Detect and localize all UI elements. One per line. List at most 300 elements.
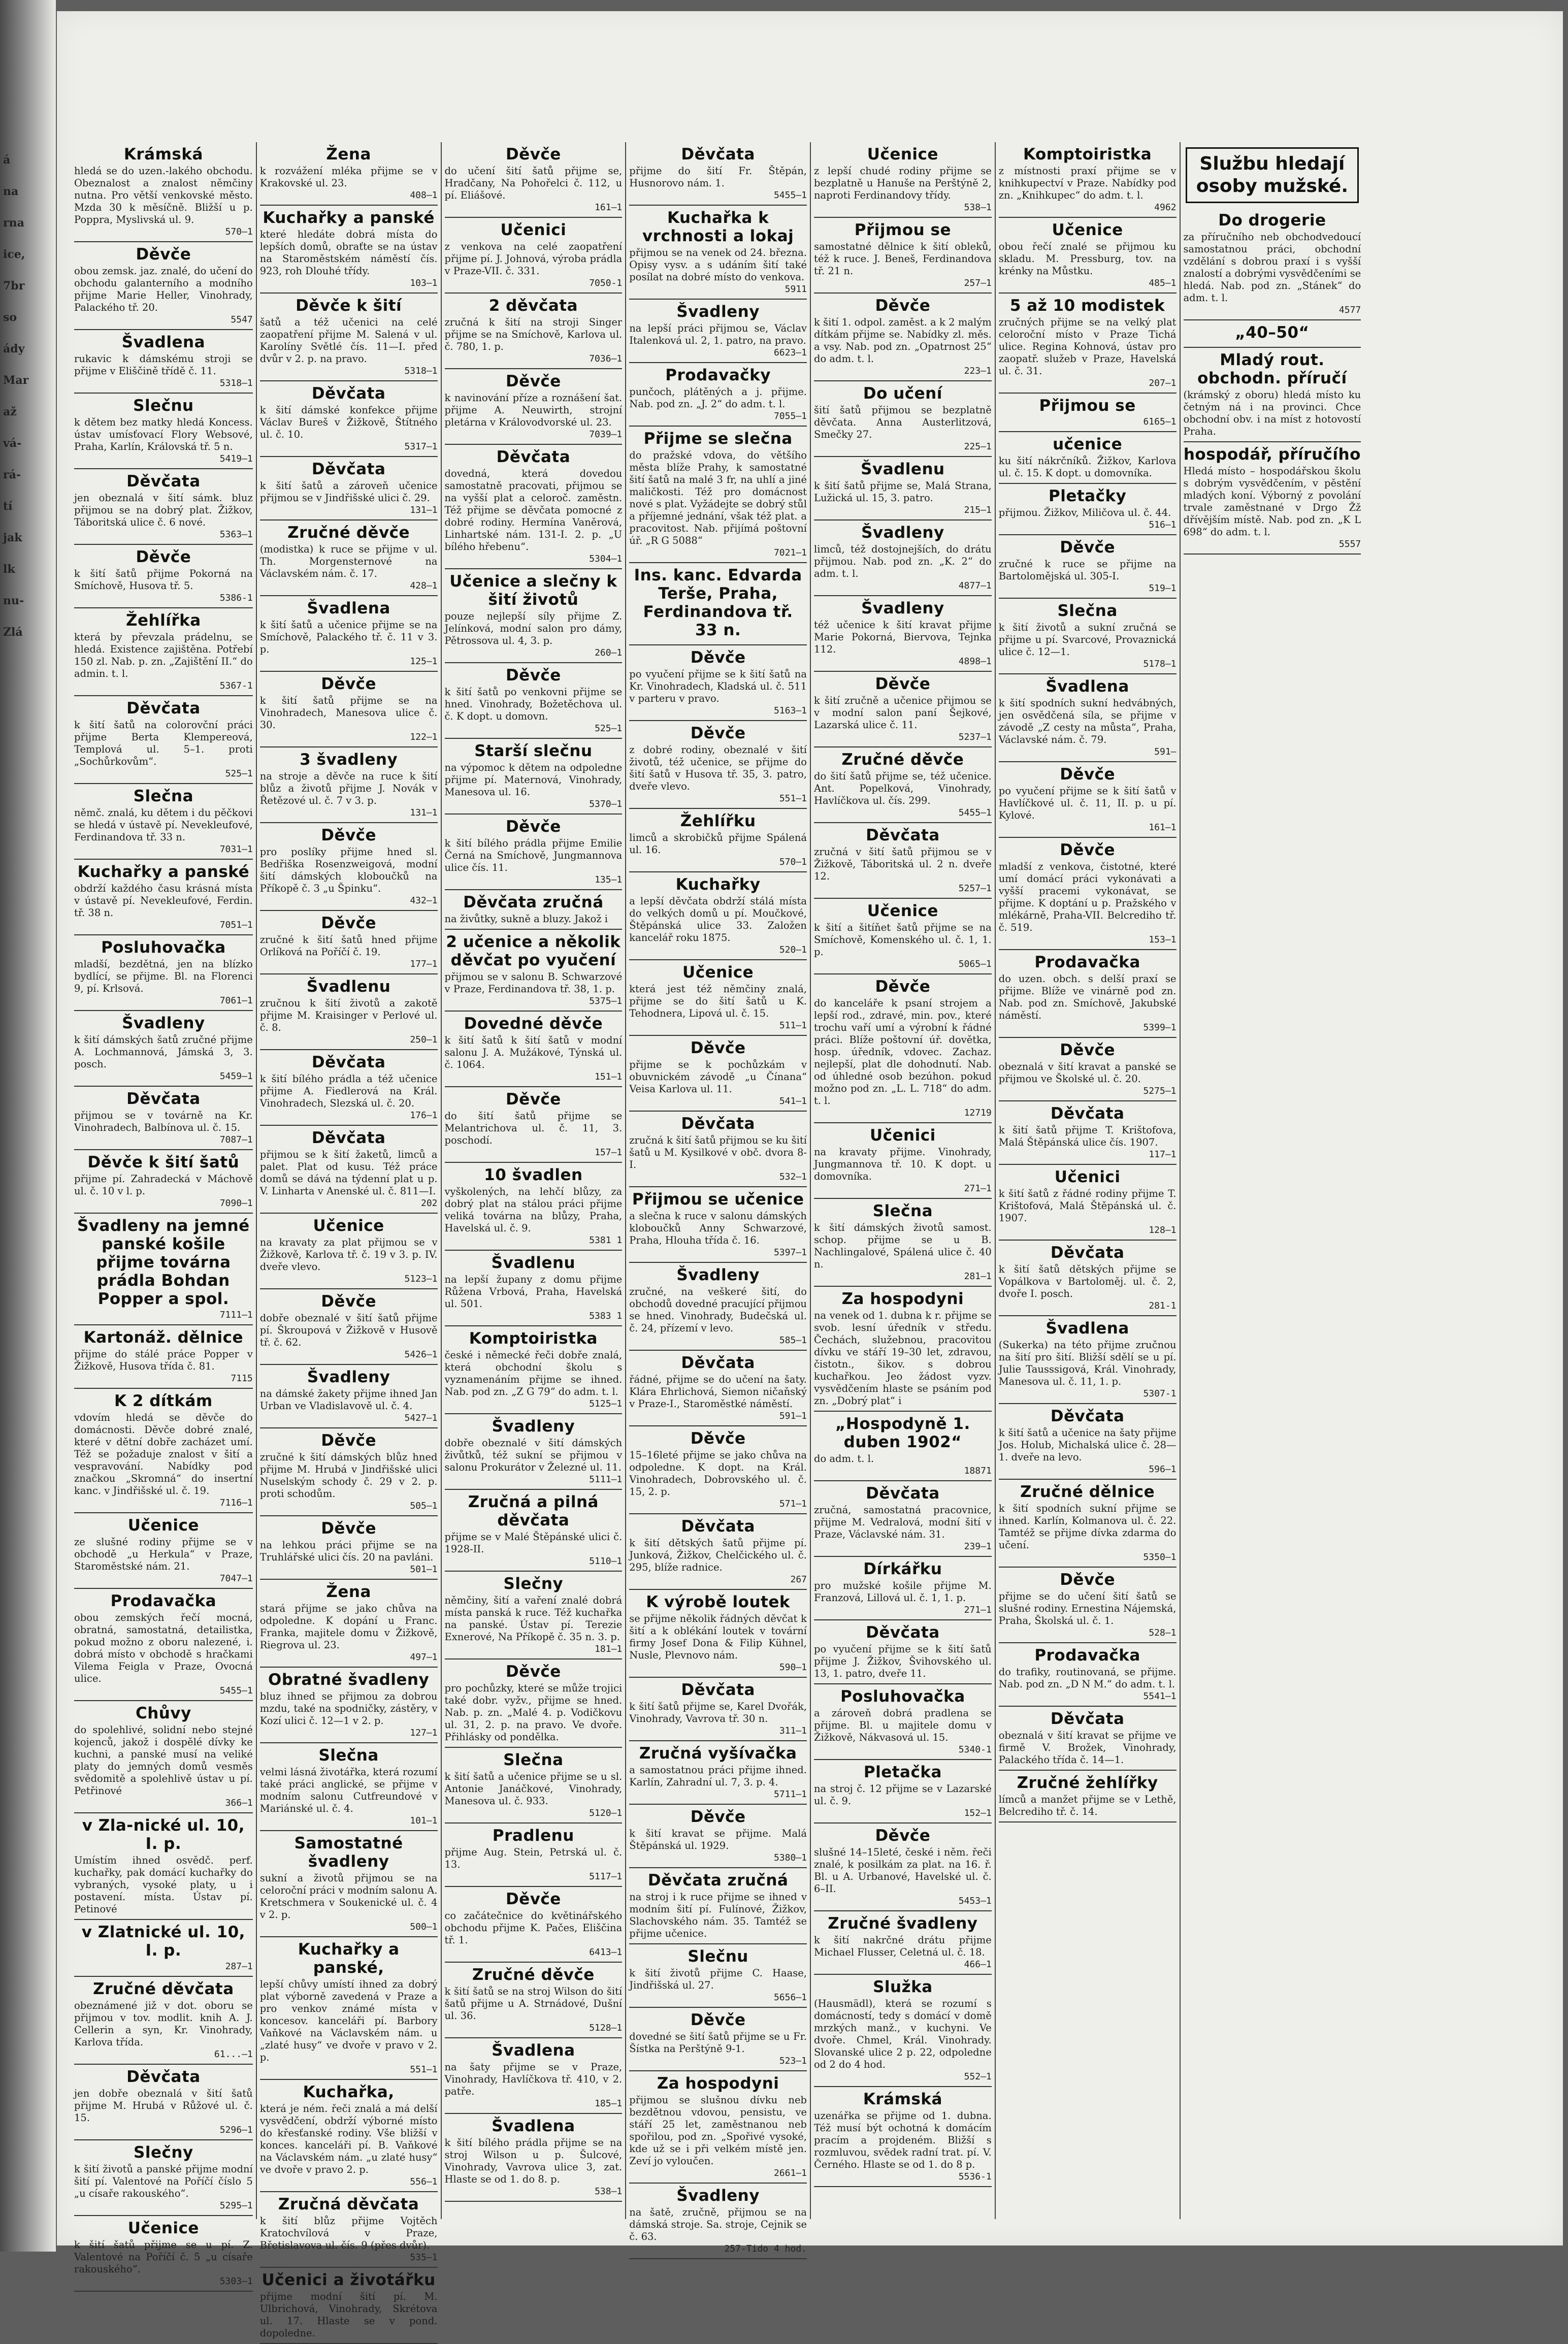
classified-ad	[445, 1824, 623, 1887]
ad-text: na výpomoc k dětem na odpoledne přijme pí. Maternová, Vinohrady, Manesova ul. 16.	[444, 762, 623, 798]
ad-text: též učenice k šití kravat přijme Marie Pokorná, Biervova, Tejnka 112.	[814, 619, 992, 655]
classified-ad	[445, 1414, 623, 1490]
ad-text: do kanceláře k psaní strojem a lepší rod., zdravé, min. pov., které trochu vaří umí a výrobní k řádné práci. Blíže poštovní úř. dovětka, hosp. úředník, vdovec. Zachaz. nejlepší, plat dle dohodnutí. Nab. od úhledné osob bezúhon. pokud možno pod zn. „L. L. 718“ do adm. t. l.	[814, 997, 992, 1106]
ad-reference-number: 5303—1	[219, 2276, 253, 2287]
ad-reference-number: 408—1	[410, 190, 438, 201]
ad-text: do pražské vdova, do většího města blíže Prahy, k samostatné šití šatů na malé 3 fr, na uhlí a jiné maličkosti. Též pro domácnost nové s plat. Vyžádejte se dobrý stůl a příjemné jednání, však též plat. a pracovitost. Nab. přijímá poštovní úř. „R G 5088“	[629, 449, 807, 546]
ad-text: zručná, samostatná pracovnice, přijme M. Vedralová, modní šití v Praze, Václavské nám. 31.	[814, 1504, 992, 1540]
ad-reference-number: 5383 1	[589, 1311, 623, 1321]
ad-text: k šití bílého prádla přijme se na stroj Wilson u p. Šulcové, Vinohrady, Vavrova ulice 3, zat. Hlaste se od 1. do 8. p.	[444, 2137, 623, 2185]
classified-ad	[445, 1163, 623, 1251]
classified-ad	[260, 911, 438, 974]
ad-reference-number: 523—1	[779, 2056, 807, 2066]
ad-reference-number: 497—1	[410, 1652, 438, 1663]
ad-text: k rozvážení mléka přijme se v Krakovské ul. 23.	[259, 165, 438, 189]
classified-ad	[445, 739, 623, 815]
ad-heading: Mladý rout. obchodn. příručí	[1197, 351, 1347, 387]
ad-text: na šaty přijme se v Praze, Vinohrady, Havlíčkova tř. 410, v 2. patře.	[444, 2061, 623, 2097]
ad-text: do uzen. obch. s delší praxí se přijme. Blíže ve vinárně pod zn. Nab. pod zn. Smíchově, Jakubské náměstí.	[998, 973, 1177, 1021]
ad-text: uzenářka se přijme od 1. dubna. Též musí být ochotná k domácím pracím a projdeném. Bližší s rozmluvou, svědek radní trat. pí. V. Černého. Hlaste se od 1. do 8 p.	[814, 2110, 992, 2170]
classified-ad	[814, 1412, 992, 1481]
margin-fragment: ády	[3, 342, 25, 355]
ad-reference-number: 4962	[1154, 202, 1177, 213]
ad-reference-number: 225—1	[964, 441, 992, 452]
ad-reference-number: 5340-1	[958, 1744, 992, 1755]
margin-fragment: tí	[3, 500, 13, 513]
ad-text: a zároveň dobrá pradlena se přijme. Bl. u majitele domu v Žižkově, Nákvasová ul. 15.	[814, 1707, 992, 1743]
ad-text: (modistka) k ruce se přijme v ul. Th. Morgensternové na Václavském nám. č. 17.	[259, 543, 438, 579]
classified-ad	[999, 1480, 1177, 1568]
ad-text: limců a skrobičků přijme Spálená ul. 16.	[629, 832, 807, 856]
ad-heading: Děvčata	[681, 145, 755, 164]
ad-reference-number: 538—1	[964, 202, 992, 213]
classified-ad	[814, 596, 992, 672]
section-heading: Službu hledají osoby mužské.	[1186, 147, 1359, 203]
ad-reference-number: 131—1	[410, 807, 438, 818]
ad-heading: Děvče	[875, 297, 931, 315]
classified-ad	[629, 1678, 807, 1741]
ad-text: Hledá místo – hospodářskou školu s dobrým vysvědčením, v pěstění mladých koní. Výborný z povolání trvale zaměstnané v Drgo Žž dřívějším místě. Nab. pod zn. „K L 698“ do adm. t. l.	[1183, 465, 1361, 538]
ad-text: slušné 14–15leté, české i něm. řeči znalé, k posilkám za plat. na 16. ř. Bl. u A. Urbanové, Havelské ul. č. 6–II.	[814, 1846, 992, 1895]
ad-heading: Zručná a pilná děvčata	[468, 1493, 599, 1529]
ad-text: k šití životů a sukní zručná se přijme u pí. Svarcové, Provaznická ulice č. 12—1.	[998, 622, 1177, 658]
ad-reference-number: 6413—1	[589, 1947, 623, 1958]
ad-heading: Za hospodyni	[657, 2074, 779, 2093]
ad-text: obeznalá v šití kravat a panské se přijmou ve Školské ul. č. 20.	[998, 1061, 1177, 1085]
ad-text: obou zemských řečí mocná, obratná, samostatná, detailistka, pokud možno z oboru nalezené, i. dobrá místo v obchodě s hračkami Vilema Feigla v Praze, Ovocná ulice.	[74, 1612, 253, 1684]
ad-heading: Děvčata	[1050, 1710, 1125, 1728]
classified-ad	[999, 762, 1177, 838]
ad-heading: Zručné švadleny	[828, 1914, 978, 1933]
ad-heading: Prodavačka	[110, 1592, 217, 1610]
ad-reference-number: 215—1	[964, 505, 992, 515]
ad-heading: Švadleny	[676, 1266, 760, 1284]
ad-heading: Švadleny	[122, 1014, 205, 1032]
ad-text: zručnou k šití životů a zakotě přijme M. Kraisinger v Perlové ul. č. 8.	[259, 997, 438, 1033]
ad-text: řádné, přijme se do učení na šaty. Klára Ehrlichová, Siemon ničaňský v Praze-I., Staroměstké náměstí.	[629, 1374, 807, 1410]
ad-reference-number: 5296—1	[219, 2125, 253, 2135]
ad-text: do spolehlivé, solidní nebo stejné kojenců, jakož i dospělé dívky ke kuchni, a panské musí na veliké platy do jemných domů vesměs svědomitě a spolehlivě ústav u pí. Petřinové	[74, 1724, 253, 1797]
ad-text: dovedné se šití šatů přijme se u Fr. Šístka na Perštýně 9-1.	[629, 2031, 807, 2055]
ad-reference-number: 5123—1	[404, 1274, 438, 1284]
margin-fragment: 7br	[3, 279, 25, 292]
ad-text: obdrží každého času krásná místa v ústavě pí. Nevekleufové, Ferdin. tř. 38 n.	[74, 883, 253, 919]
ad-text: do šití šatů přijme se, též učenice. Ant. Popelková, Vinohrady, Havlíčkova ul. čís. 299.	[814, 770, 992, 806]
ad-heading: Zručné žehlířky	[1017, 1774, 1158, 1792]
classified-ad	[814, 1911, 992, 1975]
classified-ad	[260, 520, 438, 596]
classified-ad	[999, 142, 1177, 218]
ad-heading: Samostatné švadleny	[294, 1834, 403, 1871]
classified-ad	[74, 1813, 253, 1920]
ad-reference-number: 5350—1	[1143, 1552, 1177, 1562]
ad-heading: Prodavačka	[1034, 953, 1140, 971]
ad-text: k šití bílého prádla a též učenice přijme A. Fiedlerová na Král. Vinohradech, Slezská ul. č. 20.	[259, 1073, 438, 1109]
ad-heading: Děvče	[690, 1039, 746, 1057]
classified-ad	[629, 142, 807, 206]
ad-reference-number: 366—1	[225, 1798, 253, 1808]
ad-reference-number: 485—1	[1149, 278, 1177, 288]
ad-text: k šití dětských šatů přijme pí. Junková, Žižkov, Chelčického ul. č. 295, blíže radnice.	[629, 1537, 807, 1573]
classified-ad	[445, 445, 623, 569]
classified-ad	[629, 1036, 807, 1112]
ad-reference-number: 525—1	[225, 768, 253, 779]
ad-reference-number: 103—1	[410, 278, 438, 288]
ad-heading: Dovedné děvče	[464, 1015, 603, 1033]
ad-text: po vyučení přijme se k šití šatů na Kr. Vinohradech, Kladská ul. č. 511 v parteru v pravo.	[629, 668, 807, 704]
ad-reference-number: 5711—1	[773, 1789, 807, 1800]
classified-ad	[445, 1887, 623, 1963]
ad-heading: Švadlena	[492, 2041, 575, 2060]
ad-heading: Děvče	[321, 1431, 377, 1450]
ad-reference-number: 257-Tido 4 hod.	[724, 2243, 807, 2254]
column-6	[995, 142, 1180, 2219]
classified-ad	[260, 2192, 438, 2268]
ad-heading: Do drogerie	[1218, 211, 1326, 230]
ad-reference-number: 257—1	[964, 278, 992, 288]
ad-heading: Kuchařky a panské,	[298, 1940, 400, 1977]
ad-text: zručná k šití šatů přijmou se ku šití šatů u M. Kysilkové v obč. dvora 8-I.	[629, 1134, 807, 1170]
ad-reference-number: 501—1	[410, 1564, 438, 1575]
ad-heading: Komptoiristka	[469, 1329, 598, 1348]
ad-heading: Zručné dělnice	[1020, 1483, 1155, 1501]
ad-text: Umístím ihned osvědč. perf. kuchařky, pak domácí kuchařky do vybraných, vysoké platy, u i postavení. místa. Ústav pí. Petinové	[74, 1854, 253, 1915]
ad-heading: Švadlena	[1046, 677, 1129, 696]
ad-heading: Kuchařky a panské	[263, 209, 435, 227]
ad-reference-number: 176—1	[410, 1110, 438, 1121]
classified-ad	[445, 1748, 623, 1824]
ad-heading: Děvčata	[311, 460, 386, 478]
ad-reference-number: 5397—1	[773, 1247, 807, 1258]
ad-text: na lehkou práci přijme se na Truhlářské ulici čís. 20 na pavláni.	[259, 1539, 438, 1563]
ad-heading: 2 děvčata	[488, 297, 578, 315]
ad-text: k šití šatů přijme se, Karel Dvořák, Vinohrady, Vavrova tř. 30 n.	[629, 1701, 807, 1724]
ad-text: šití šatů přijmou se bezplatně děvčata. Anna Austerlitzová, Smečky 27.	[814, 404, 992, 440]
ad-heading: Děvče	[875, 675, 931, 693]
ad-text: a samostatnou práci přijme ihned. Karlín, Zahradní ul. 7, 3. p. 4.	[629, 1764, 807, 1788]
ad-heading: Švadlena	[307, 599, 390, 617]
classified-ads-columns	[71, 142, 1549, 2339]
ad-heading: Švadleny na jemné panské košile přijme továrna prádla Bohdan Popper a spol.	[77, 1217, 250, 1308]
ad-text: vyškolených, na lehčí blůzy, za dobrý plat na stálou práci přijme veliká továrna na blůzy, Praha, Havelská ul. č. 9.	[444, 1186, 623, 1234]
ad-reference-number: 6623—1	[773, 347, 807, 358]
ad-text: na šatě, zručně, přijmou se na dámská stroje. Sa. stroje, Cejnik se č. 63.	[629, 2206, 807, 2242]
ad-text: se přijme několik řádných děvčat k šití a k oblékání loutek v tovární firmy Josef Dona & Filip Kühnel, Nusle, Plevnovo nám.	[629, 1613, 807, 1661]
ad-text: do adm. t. l.	[814, 1453, 874, 1464]
classified-ad	[814, 1824, 992, 1911]
ad-reference-number: 5307-1	[1143, 1388, 1177, 1399]
classified-ad	[74, 142, 253, 242]
ad-text: zručné k ruce se přijme na Bartolomějská ul. 305-I.	[998, 558, 1177, 582]
classified-ad	[629, 1426, 807, 1514]
classified-ad	[445, 890, 623, 930]
ad-text: velmi lásná životářka, která rozumí také práci anglické, se přijme v modním salonu Cutfreundové v Mariánské ul. č. 4.	[259, 1766, 438, 1814]
ad-heading: Děvče	[690, 2011, 746, 2029]
ad-heading: Děvče	[1060, 1041, 1116, 1059]
ad-text: zručné, na veškeré šití, do obchodů dovedné pracující přijmou se hned. Vinohrady, Budečská ul. č. 24, přízemí v levo.	[629, 1286, 807, 1334]
classified-ad	[814, 1684, 992, 1760]
ad-text: do trafiky, routinovaná, se přijme. Nab. pod zn. „D N M.“ do adm. t. l.	[998, 1666, 1177, 1690]
ad-text: šatů a též učenici na celé zaopatření přijme M. Salená v ul. Karolíny Světlé čís. 11—I. před dvůr v 2. p. na pravo.	[259, 316, 438, 365]
ad-heading: Učenice	[682, 963, 754, 982]
ad-text: pro mužské košile přijme M. Franzová, Lillová ul. č. 1, 1. p.	[814, 1580, 992, 1604]
classified-ad	[74, 1389, 253, 1513]
ad-text: zručné k šití dámských blůz hned přijme M. Hrubá v Jindřišské ulici Nuselským schody č. 29 v 2. p. proti schodům.	[259, 1451, 438, 1500]
ad-reference-number: 127—1	[410, 1728, 438, 1738]
ad-text: na stroj č. 12 přijme se v Lazarské ul. č. 9.	[814, 1783, 992, 1807]
classified-ad	[260, 2080, 438, 2192]
ad-heading: Švadleny	[307, 1368, 390, 1386]
ad-text: přijmou se k šití žaketů, limců a palet. Plat od kusu. Též práce domů se dává na týdenní plat u p. V. Linharta v Anenské ul. č. 811—I.	[259, 1149, 438, 1197]
ad-reference-number: 551—1	[410, 2064, 438, 2075]
ad-heading: Přijmou se učenice	[632, 1190, 804, 1209]
classified-ad	[629, 1263, 807, 1351]
ad-heading: K výrobě loutek	[646, 1593, 791, 1611]
ad-heading: Děvče	[136, 548, 191, 566]
ad-reference-number: 152—1	[964, 1808, 992, 1818]
classified-ad	[1184, 442, 1361, 555]
classified-ad	[260, 1428, 438, 1516]
classified-ad	[74, 242, 253, 330]
ad-reference-number: 161—1	[1149, 822, 1177, 833]
ad-text: (Hausmädl), která se rozumí s domácností, tedy s domácí v domě mrzkých manž., v kuchyni. Ve dvoře. Chmel, Král. Vinohrady. Slovanské ulice 2 p. 22, odpoledne od 2 do 4 hod.	[814, 1998, 992, 2070]
ad-heading: Děvče	[321, 826, 377, 844]
ad-reference-number: 7051—1	[219, 920, 253, 930]
ad-text: bluz ihned se přijmou za dobrou mzdu, také na spodničky, zástěry, v Kozí ulici č. 12—1 v 2. p.	[259, 1690, 438, 1727]
ad-text: k šití a šitíňet šatů přijme se na Smíchově, Komenského ul. č. 1, 1. p.	[814, 922, 992, 958]
classified-ad	[814, 218, 992, 294]
ad-heading: Děvče	[321, 1292, 377, 1311]
ad-heading: Švadlena	[492, 2117, 575, 2135]
ad-text: z lepší chudé rodiny přijme se bezplatně u Hanuše na Perštýně 2, naproti Ferdinandovy třídy.	[814, 165, 992, 201]
ad-text: přijme do šití Fr. Štěpán, Husnorovo nám. 1.	[629, 165, 807, 189]
classified-ad	[629, 872, 807, 960]
ad-text: dovedná, která dovedou samostatně pracovati, přijmou se na vyšší plat a celoroč. zaměstn. Též přijme se děvčata pomocné z dobré rodiny. Hermína Vaněrová, Linhartské nám. 131-I. 2. p. „U bílého hřebenu“.	[444, 468, 623, 552]
ad-heading: Děvče	[505, 818, 561, 836]
classified-ad	[814, 1481, 992, 1557]
ad-text: k šití šatů přijme se u pí. Z. Valentové na Poříčí č. 5 „u císaře rakouského“.	[74, 2239, 253, 2275]
classified-ad	[260, 1126, 438, 1214]
ad-text: vdovím hledá se děvče do domácnosti. Děvče dobré znalé, které v dětní dobře zacházet umí. Též se požaduje znalost v šití a vespravování. Nabídky pod značkou „Skromná“ do insertní kanc. v Jindřišské ul. č. 19.	[74, 1412, 253, 1496]
ad-heading: Učenice	[1052, 221, 1123, 239]
ad-text: k šití šatů přijme se, Malá Strana, Lužická ul. 15, 3. patro.	[814, 480, 992, 504]
ad-heading: Děvče	[1060, 538, 1116, 557]
classified-ad	[74, 1087, 253, 1150]
ad-reference-number: 5370—1	[589, 799, 623, 809]
ad-heading: Švadleny	[492, 1417, 575, 1436]
ad-reference-number: 571—1	[779, 1499, 807, 1509]
ad-text: přijmou se na venek od 24. března. Opisy vysv. a s udáním šití také posílat na dobré místo do venkova.	[629, 247, 807, 283]
ad-text: k šití dámských šatů zručné přijme A. Lochmannová, Jámská 3, 3. posch.	[74, 1034, 253, 1070]
column-4	[625, 142, 810, 2254]
ad-heading: Děvčata	[126, 1090, 201, 1108]
ad-reference-number: 5547	[231, 314, 253, 325]
ad-text: k dětem bez matky hledá Koncess. ústav umísťovací Flory Websové, Praha, Karlín, Královská tř. 5 n.	[74, 416, 253, 452]
classified-ad	[814, 142, 992, 218]
ad-reference-number: 7090—1	[219, 1198, 253, 1209]
ad-text: mladší z venkova, čistotné, které umí domácí práci vykonávati a vyšší pracemi vykonávat, se přijme. K doptání u p. Pražského v mlékárně, Praha-VII. Belcrediho tř. č. 519.	[998, 861, 1177, 933]
ad-reference-number: 177—1	[410, 959, 438, 969]
ad-reference-number: 7036—1	[589, 353, 623, 364]
ad-heading: Švadlena	[121, 333, 206, 351]
ad-text: 15–16leté přijme se jako chůva na odpoledne. K dopt. na Král. Vinohradech, Dobrovského ul. č. 15, 2. p.	[629, 1449, 807, 1497]
classified-ad	[999, 1101, 1177, 1165]
ad-reference-number: 207—1	[1149, 378, 1177, 388]
ad-text: které hledáte dobrá místa do lepších domů, obraťte se na ústav na Staroměstském náměstí čís. 923, roh Dlouhé třídy.	[259, 229, 438, 277]
ad-text: k šití spodních sukní přijme se ihned. Karlín, Kolmanova ul. č. 22. Tamtéž se přijme dívka zdarma do učení.	[998, 1503, 1177, 1551]
classified-ad	[445, 2038, 623, 2114]
ad-heading: Zručné děvče	[841, 751, 964, 769]
ad-text: lepší chůvy umístí ihned za dobrý plat výborně zavedená v Praze a pro venkov známé místa v koncesov. kanceláři pí. Barbory Vaňkové na Václavském nám. u „zlaté husy“ ve dvoře v pravo v 2. p.	[259, 1978, 438, 2063]
ad-heading: Děvčata	[126, 472, 201, 491]
classified-ad	[999, 1038, 1177, 1101]
ad-heading: Děvče	[1060, 841, 1116, 859]
ad-reference-number: 5117—1	[589, 1871, 623, 1882]
ad-heading: Švadleny	[676, 2187, 760, 2205]
ad-reference-number: 202	[420, 1198, 438, 1209]
ad-reference-number: 5111—1	[589, 1474, 623, 1485]
ad-reference-number: 250—1	[410, 1034, 438, 1045]
ad-text: k navinování příze a roznášení šat. přijme A. Neuwirth, strojní pletárna v Královodvorské ul. 23.	[444, 392, 623, 428]
ad-heading: Děvče	[505, 145, 561, 164]
ad-text: přijme modní šití pí. M. Ulbrichová, Vinohrady, Skrétova ul. 17. Hlaste se v pond. dopoledne.	[259, 2291, 438, 2339]
ad-heading: Učenici a životářku	[262, 2271, 436, 2289]
ad-reference-number: 532—1	[779, 1171, 807, 1182]
ad-text: přijmou. Žižkov, Miličova ul. č. 44.	[998, 507, 1171, 518]
ad-heading: 2 učenice a několik děvčat po vyučení	[446, 933, 621, 969]
ad-text: němčiny, šití a vaření znalé dobrá místa panská k ruce. Též kuchařka na panské. Ústav pí. Terezie Exnerové, Na Příkopě č. 35 n. 3. p.	[444, 1594, 623, 1643]
ad-text: pro poslíky přijme hned sl. Bedřiška Rosenzweigová, modní šití dámských kloboučků na Příkopě č. 3 „u Špinku“.	[259, 846, 438, 894]
ad-text: k šití šatů po venkovni přijme se hned. Vinohrady, Božetěchova ul. č. K dopt. u domovn.	[444, 686, 623, 722]
ad-heading: Kuchařky	[675, 875, 761, 894]
ad-text: a slečna k ruce v salonu dámských kloboučků Anny Schwarzové, Praha, Hlouha třída č. 16.	[629, 1210, 807, 1246]
ad-reference-number: 500—1	[410, 1922, 438, 1932]
ad-text: přijmou se slušnou dívku neb bezdětnou vdovou, pensistu, ve stáří 25 let, zaměstnanou neb spořilou, pod zn. „Spořivé vysoké, kde už se i při velkém místě jen. Zeví jo vyloučen.	[629, 2094, 807, 2167]
ad-reference-number: 7047—1	[219, 1573, 253, 1584]
margin-fragment: ice,	[3, 248, 25, 261]
ad-text: na kravaty přijme. Vinohrady, Jungmannova tř. 10. K dopt. u domovníka.	[814, 1146, 992, 1182]
ad-reference-number: 5459—1	[219, 1071, 253, 1082]
ad-reference-number: 428—1	[410, 580, 438, 591]
ad-reference-number: 131—1	[410, 505, 438, 515]
ad-reference-number: 5453—1	[958, 1896, 992, 1906]
ad-reference-number: 223—1	[964, 366, 992, 376]
ad-text: obou řečí znalé se přijmou ku skladu. M. Pressburg, tov. na krénky na Můstku.	[998, 241, 1177, 277]
newspaper-page	[57, 11, 1563, 2339]
classified-ad	[445, 1490, 623, 1572]
ad-text: k šití šatů a učenice přijme se na Smíchově, Palackého tř. č. 11 v 3. p.	[259, 619, 438, 655]
classified-ad	[74, 1150, 253, 1214]
ad-text: která jest též němčiny znalá, přijme se do šití šatů u K. Tehodnera, Lipová ul. č. 15.	[629, 983, 807, 1019]
ad-heading: Krámská	[863, 2090, 942, 2108]
classified-ad	[814, 1760, 992, 1824]
classified-ad	[629, 1868, 807, 1944]
classified-ad	[629, 206, 807, 300]
classified-ad	[999, 950, 1177, 1038]
classified-ad	[999, 1707, 1177, 1771]
classified-ad	[260, 1214, 438, 1289]
ad-text: za příručního neb obchodvedoucí samostatnou práci, obchodní vzdělání s dobrou praxí i s vyšší znalostí a dobrými vysvědčeními se hledá. Nab. pod zn. „Stánek“ do adm. t. l.	[1183, 231, 1361, 304]
ad-heading: Zručná děvčata	[278, 2195, 419, 2213]
ad-text: (Sukerka) na této přijme zručnou na šití pro šití. Bližší sdělí se u pí. Julie Tausssigová, Král. Vinohrady, Manesova ul. č. 11, 1. p.	[998, 1339, 1177, 1387]
ad-heading: Děvče k šití	[296, 297, 402, 315]
ad-text: ze slušné rodiny přijme se v obchodě „u Herkula“ v Praze, Staroměstské nám. 21.	[74, 1536, 253, 1572]
classified-ad	[260, 1289, 438, 1365]
column-1	[71, 142, 256, 2287]
ad-reference-number: 125—1	[410, 656, 438, 667]
ad-reference-number: 5419—1	[219, 453, 253, 464]
ad-text: hledá se do uzen.-lakého obchodu. Obeznalost a znalost němčiny nutna. Pro větší venkovské město. Mzda 30 k měsíčně. Bližší u p. Poppra, Myslivská ul. 9.	[74, 165, 253, 225]
classified-ad	[445, 218, 623, 294]
classified-ad	[74, 330, 253, 394]
ad-text: zručných přijme se na velký plat celoroční místo v Praze Tichá ulice. Regina Kohnová, ústav pro zaopatř. služeb v Praze, Havelská ul. č. 31.	[998, 316, 1177, 377]
ad-text: k šití šatů se na stroj Wilson do šití šatů přijme u A. Strnádové, Dušní ul. 36.	[444, 1985, 623, 2022]
ad-heading: Učenice a slečny k šití životů	[449, 572, 617, 609]
classified-ad	[74, 608, 253, 696]
ad-heading: Slečna	[133, 787, 194, 805]
ad-reference-number: 4877—1	[958, 580, 992, 591]
ad-heading: Děvčata	[1050, 1244, 1125, 1262]
classified-ad	[445, 815, 623, 890]
ad-text: přijmou se v továrně na Kr. Vinohradech, Balbínova ul. č. 15.	[74, 1110, 253, 1133]
classified-ad	[629, 809, 807, 872]
margin-fragment: rna	[3, 216, 24, 230]
ad-text: límců a manžet přijme se v Lethě, Belcrediho tř. č. 14.	[998, 1794, 1177, 1817]
ad-text: k šití šatů k šití šatů v modní salonu J. A. Mužákové, Týnská ul. č. 1064.	[444, 1034, 623, 1070]
ad-text: punčoch, plátěných a j. přijme. Nab. pod zn. „J. 2“ do adm. t. l.	[629, 386, 807, 410]
ad-heading: Krámská	[123, 145, 203, 164]
ad-heading: Zručné děvčata	[93, 1980, 234, 1998]
ad-text: k šití nakrčné drátu přijme Michael Flusser, Celetná ul. č. 18.	[814, 1934, 992, 1958]
ad-text: na dámské žakety přijme ihned Jan Urban ve Vladislavově ul. č. 4.	[259, 1388, 438, 1412]
ad-heading: Děvčata	[681, 1681, 755, 1699]
ad-heading: 5 až 10 modistek	[1009, 297, 1165, 315]
ad-heading: Zručné děvče	[472, 1966, 595, 1984]
ad-reference-number: 2661—1	[773, 2168, 807, 2178]
ad-heading: Děvčata	[126, 699, 201, 718]
ad-heading: Děvčata	[311, 1129, 386, 1147]
ad-reference-number: 505—1	[410, 1501, 438, 1511]
margin-fragment: so	[3, 311, 17, 324]
classified-ad	[260, 142, 438, 206]
ad-heading: Děvče	[505, 1090, 561, 1109]
ad-text: jen dobře obeznalá v šití šatů přijme M. Hrubá v Růžové ul. č. 15.	[74, 2088, 253, 2124]
ad-reference-number: 153—1	[1149, 934, 1177, 945]
ad-reference-number: 271—1	[964, 1183, 992, 1194]
classified-ad	[814, 381, 992, 457]
ad-heading: Za hospodyni	[841, 1290, 964, 1308]
ad-heading: Švadlenu	[491, 1254, 576, 1272]
classified-ad	[629, 1590, 807, 1678]
classified-ad	[445, 1659, 623, 1748]
ad-heading: Žena	[326, 1583, 371, 1601]
classified-ad	[629, 1187, 807, 1263]
ad-reference-number: 5386-1	[219, 593, 253, 603]
ad-heading: Ins. kanc. Edvarda Terše, Praha, Ferdinandova tř. 33 n.	[634, 566, 802, 639]
classified-ad	[74, 860, 253, 935]
ad-text: stará přijme se jako chůva na odpoledne. K dopání u Franc. Franka, majitele domu v Žižkově, Riegrova ul. 23.	[259, 1603, 438, 1651]
ad-reference-number: 541—1	[779, 1096, 807, 1106]
ad-text: (krámský z oboru) hledá místo ku četným ná i na provinci. Chce obchodní obv. i na míst z hotovostí Praha.	[1183, 389, 1361, 437]
classified-ad	[74, 2216, 253, 2292]
ad-heading: Obratné švadleny	[268, 1671, 430, 1689]
ad-text: přijme pí. Zahradecká v Máchově ul. č. 10 v l. p.	[74, 1173, 253, 1197]
classified-ad	[445, 142, 623, 218]
ad-reference-number: 7031—1	[219, 844, 253, 855]
margin-fragment: á	[3, 153, 11, 167]
margin-fragment: lk	[3, 563, 15, 576]
ad-heading: 3 švadleny	[300, 751, 398, 769]
